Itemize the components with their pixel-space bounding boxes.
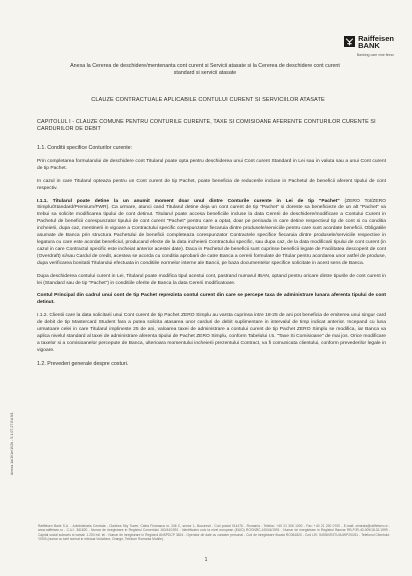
paragraph: Dupa deschiderea contului curent in Lei, Titularul poate modifica tipul acestui cont, pastrand numarul IBAN, optand pentru oricare dintre tipurile de cont curent in lei (Standard sau de tip "Pachet") in conditiile oferite de Banca la data Cererii modificatoare. — [37, 273, 386, 286]
brand-tagline: Banking care vine firesc — [356, 53, 394, 57]
side-code: Anexa 1a/1f/1e/1f/2b - 5.1.07.27.Ed.9/1 — [10, 412, 14, 475]
annex-header: Anexa la Cererea de deschidere/mentenanta cont curent si Servicii atasate si la Cererea de deschidere cont curent standard si servicii atasate — [70, 63, 340, 76]
paragraph-bold — [37, 293, 386, 307]
raiffeisen-gable-icon — [344, 36, 355, 47]
chapter-heading: CAPITOLUL I - CLAUZE COMUNE PENTRU CONTURILE CURENTE, TAXE SI COMISIOANE AFERENTE CONTURILOR CURENTE SI CARDURILOR DE DEBIT — [37, 119, 376, 133]
paragraph-1-1-1 — [37, 199, 386, 268]
document-body — [37, 145, 386, 375]
section-1-1-heading: 1.1. Conditii specifice Conturilor curente: — [37, 145, 133, 151]
section-1-2-heading: 1.2. Prevederi generale despre costuri. — [37, 360, 129, 367]
bank-footer: Raiffeisen Bank S.A. - Administratia Centrala - Cladirea Sky Tower, Calea Floreasca nr. 246 C, sector 1, Bucuresti - Cod postal 014476 - Romania - Telefon: +40 21 306 1000 - Fax: +40 21 230 0700 - E-mail: centrala@raiffeisen.ro - www.raiffeisen.ro - C.U.I. 361820 - Numar de inregistrare in Registrul Comertului J40/44/1991 - Identificator unic la nivel european (EUID) ROONRC.J40/44/1991 - Numar de inregistrare in Registrul Bancar RB-PJR-40-009/18.02.1999 - Capital social subscris si varsat: 1.200 mil. lei - Numar de inregistrare in Registrul ANSPDCP 3824 - Operator de date cu caracter personal - Cod de inregistrare fiscala RO361820 - Cod LEI: 549300RZ7U4UWP2I0J51 - Telefonul Clientului: *2000 (numar cu tarif normal in reteaua Vodafone, Orange, Telekom Romania Mobile). — [38, 524, 390, 542]
brand-bank: BANK — [358, 40, 380, 50]
paragraph-text: (ZERO Tot/ZERO Simplu/Standard/Premium/FWR). Ca urmare, atunci cand Titularul detine deja un cont curent de tip "Pachet" si doreste sa beneficieze de un alt "Pachet" va trebui sa solicite modificarea tipului de cont detinut. Titularul poate accesa beneficiile incluse la data Cererii de deschidere/modificare a Contului Curent in Pachetul de beneficii corespunzator tipului de cont curent "Pachet" pentru care a optat, doar pe perioada in care detine respectivul tip de cont si cu conditia incheierii, dupa caz, mentinerii in vigoare a Contractului specific corespunzator fiecaruia dintre produsele/serviciile pentru care sunt acordate beneficii. Obligatiile asumate de Banca prin structura Pachetului de beneficii completeaza corespunzator Contractele specifice fiecaruia dintre produsele/serviciile respective in legatura cu care este acordat beneficiul, producand efecte de la data incheierii Contractului specific, sau dupa caz, de la data modificarii tipului de cont curent (in cazul in care Contractul specific este incheiat anterior acestei date). Daca in Pachetul de beneficii sunt cuprinse beneficii legate de Facilitatea descoperit de cont (Overdraft) si/sau Cardul de credit, acestea se acorda cu conditia aprobarii de catre Banca a cererii formulate de Titular pentru acordarea unor astfel de produse, dupa verificarea bonitatii Titularului efectuata in conditiile normelor interne ale Bancii, pe baza documentelor specifice solicitate in acest sens de Banca. — [37, 198, 386, 266]
document-title: CLAUZE CONTRACTUALE APLICABILE CONTULUI CURENT SI SERVICIILOR ATASATE — [91, 97, 325, 103]
page-number: 1 — [204, 557, 208, 563]
paragraph-1-1-2: I.1.2. Clientii care la data solicitarii unui Cont curent de tip Pachet ZERO Simplu au varsta cuprinsa intre 18-25 de ani pot beneficia de emiterea unui singur card de debit de tip Mastercard Student fara a putea solicita atasarea unor carduri de debit suplimentare in intervalul de timp indicat anterior. Incepand cu luna urmatoare celei in care Titularul implineste 25 de ani, valoarea taxei de administrare a contului curent de tip Pachet ZERO Simplu se modifica, iar Banca va aplica nivelul standard al taxei de administrare aferenta tipului de Pachet ZERO Simplu, conform Tabelului I.5. "Taxe Si Comisioane" de mai jos. Orice modificare a taxelor si a comisioanelor percepute de Banca, ulterioara momentului incheierii prezentului Contract, va fi comunicata clientului, conform prevederilor legale in vigoare. — [37, 313, 386, 353]
paragraph: Prin completarea formularului de deschidere cont Titularul poate opta pentru deschiderea unui Cont curent Standard in Lei sau in valuta sau a unui Cont curent de tip Pachet. — [37, 158, 386, 171]
paragraph-lead: I.1.1. Titularul poate detine la un anumit moment doar unul dintre Conturile curente in Lei de tip "Pachet" — [37, 198, 340, 204]
bank-logo — [324, 34, 394, 57]
paragraph: In cazul in care Titularul opteaza pentru un Cont curent de tip Pachet, poate beneficia de reducerile incluse in Pachetul de beneficii aferent tipului de cont respectiv. — [37, 178, 386, 191]
brand-name: Raiffeisen — [358, 33, 394, 43]
paragraph-bold-text: Contul Principal din cadrul unui cont de tip Pachet reprezinta contul curent din care se percepe taxa de administrare lunara aferenta tipului de cont detinut. — [37, 293, 386, 306]
